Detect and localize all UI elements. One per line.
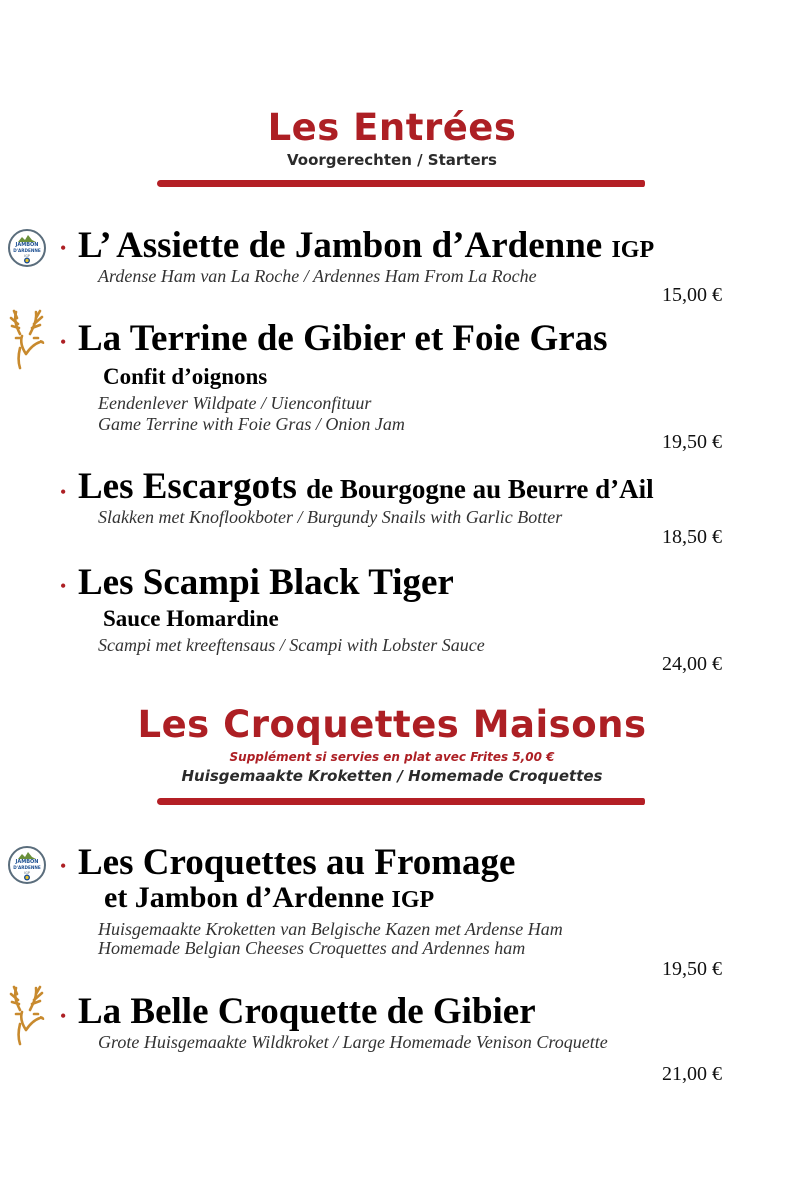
bullet: • <box>60 856 67 876</box>
badge-text-bottom: IGP <box>24 871 30 875</box>
badge-text-middle: D'ARDENNE <box>13 865 41 870</box>
badge-text-middle: D'ARDENNE <box>13 248 41 253</box>
item-title-terrine-gibier: La Terrine de Gibier et Foie Gras <box>78 318 608 359</box>
item-title-text: L’ Assiette de Jambon d’Ardenne <box>78 225 612 266</box>
bullet: • <box>60 482 67 502</box>
item-description: Ardense Ham van La Roche / Ardennes Ham From La Roche <box>98 266 537 286</box>
badge-text-bottom: IGP <box>24 254 30 258</box>
jambon-ardenne-igp-badge <box>8 229 46 267</box>
item-title-croquette-gibier: La Belle Croquette de Gibier <box>78 991 536 1032</box>
item-title-scampi: Les Scampi Black Tiger <box>78 562 454 603</box>
item-price: 19,50 € <box>662 431 722 453</box>
item-description: Grote Huisgemaakte Wildkroket / Large Homemade Venison Croquette <box>98 1032 608 1052</box>
section-subtitle-croquettes: Huisgemaakte Kroketten / Homemade Croquettes <box>181 767 603 785</box>
item-price: 18,50 € <box>662 526 722 548</box>
item-subtitle: Confit d’oignons <box>103 364 268 389</box>
bullet: • <box>60 238 67 258</box>
section-supplement-note: Supplément si servies en plat avec Frites 5,00 € <box>229 750 555 764</box>
section-title-croquettes: Les Croquettes Maisons <box>137 703 647 746</box>
section-divider <box>157 798 645 805</box>
item-description: Game Terrine with Foie Gras / Onion Jam <box>98 414 405 434</box>
item-title-escargots <box>78 467 654 509</box>
deer-head-icon <box>6 308 50 375</box>
bullet: • <box>60 1006 67 1026</box>
igp-label: IGP <box>611 237 655 263</box>
item-description: Eendenlever Wildpate / Uienconfituur <box>98 393 372 413</box>
item-title-text: et Jambon d’Ardenne <box>104 881 392 914</box>
bullet: • <box>60 332 67 352</box>
item-title-croquettes-fromage: Les Croquettes au Fromage <box>78 842 516 883</box>
item-price: 24,00 € <box>662 653 722 675</box>
item-price: 15,00 € <box>662 284 722 306</box>
item-title-line2 <box>104 880 434 918</box>
item-description: Scampi met kreeftensaus / Scampi with Lobster Sauce <box>98 635 485 655</box>
bullet: • <box>60 576 67 596</box>
section-divider <box>157 180 645 187</box>
igp-label: IGP <box>391 887 435 913</box>
item-title-text: Les Escargots <box>78 466 307 507</box>
item-description: Slakken met Knoflookboter / Burgundy Snails with Garlic Botter <box>98 507 563 527</box>
badge-svg <box>10 848 44 882</box>
item-description: Huisgemaakte Kroketten van Belgische Kazen met Ardense Ham <box>98 919 563 939</box>
badge-text-top: JAMBON <box>15 242 39 248</box>
item-price: 21,00 € <box>662 1063 722 1085</box>
item-price: 19,50 € <box>662 958 722 980</box>
item-description: Homemade Belgian Cheeses Croquettes and Ardennes ham <box>98 938 526 958</box>
jambon-ardenne-igp-badge <box>8 846 46 884</box>
deer-head-icon <box>6 984 50 1051</box>
badge-svg <box>10 231 44 265</box>
section-title-entrees: Les Entrées <box>267 106 517 149</box>
item-title-assiette-jambon <box>78 226 654 270</box>
badge-text-top: JAMBON <box>15 859 39 865</box>
item-subtitle: Sauce Homardine <box>103 606 279 631</box>
section-subtitle-entrees: Voorgerechten / Starters <box>287 151 497 169</box>
item-title-suffix: de Bourgogne au Beurre d’Ail <box>306 474 654 504</box>
